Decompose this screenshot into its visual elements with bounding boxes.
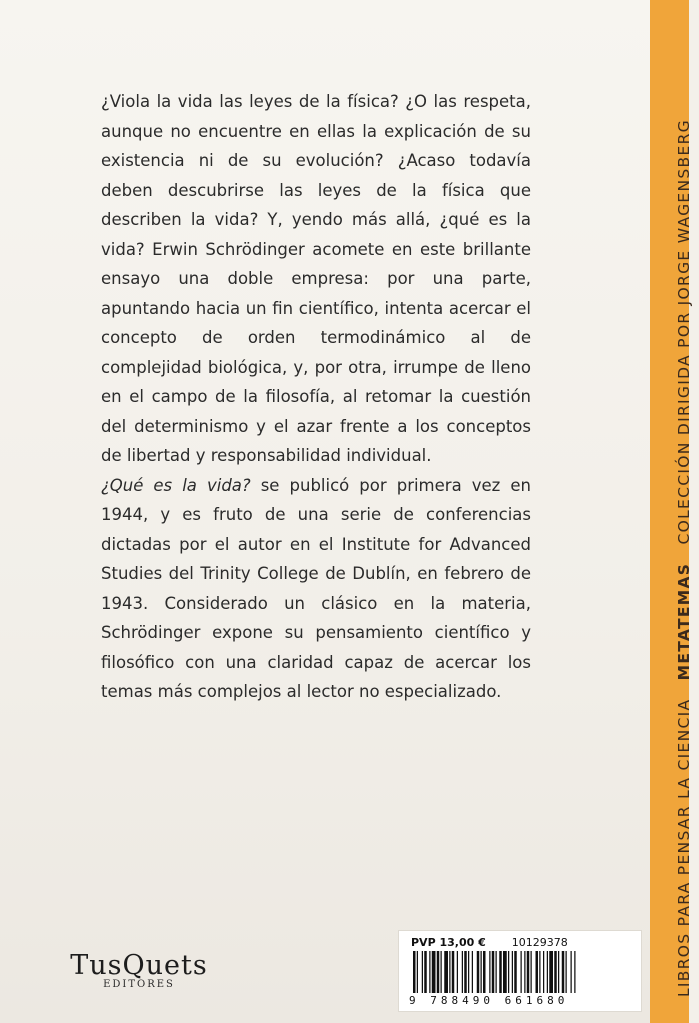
barcode-bar (512, 951, 513, 993)
barcode-bar (441, 951, 442, 993)
barcode-bar (514, 951, 517, 993)
barcode-bar (562, 951, 565, 993)
publisher-logo (64, 950, 214, 990)
barcode-bar (464, 951, 467, 993)
barcode-bar (574, 951, 575, 993)
barcode-bar (489, 951, 490, 993)
barcode-bar (422, 951, 423, 993)
barcode-bar (499, 951, 502, 993)
barcode-bar (521, 951, 522, 993)
barcode-bar (549, 951, 553, 993)
barcode-bar (483, 951, 486, 993)
blurb-paragraph-1: ¿Viola la vida las leyes de la física? ¿O las respeta, aunque no encuentre en ellas la explicación de su existencia ni de su evolución? ¿Acaso todavía deben descubrirse las leyes de la física que describen la vida? Y, yendo más allá, ¿qué es la vida? Erwin Schrödinger acomete en este brillante ensayo una doble empresa: por una parte, apuntando hacia un fin científico, intenta acercar el concepto de orden termodinámico al de complejidad biológica, y, por otra, irrumpe de lleno en el campo de la filosofía, al retomar la cuestión del determinismo y el azar frente a los conceptos de libertad y responsabilidad individual. (101, 92, 531, 465)
blurb-paragraph-2-text: se publicó por primera vez en 1944, y es fruto de una serie de conferencias dictadas por el autor en el Institute for Advanced Studies del Trinity College de Dublín, en febrero de 1943. Considerado un clásico en la materia, Schrödinger expone su pensamiento científico y filosófico con una claridad capaz de acercar los temas más complejos al lector no especializado. (101, 475, 531, 701)
barcode-bar (477, 951, 480, 993)
barcode-bar (492, 951, 495, 993)
barcode-label (398, 930, 642, 1012)
spine-editor-credit: COLECCIÓN DIRIGIDA POR JORGE WAGENSBERG (675, 119, 693, 545)
barcode-bar (468, 951, 469, 993)
book-title-italic: ¿Qué es la vida? (101, 475, 251, 495)
barcode-bar (432, 951, 436, 993)
barcode-bar (543, 951, 544, 993)
barcode-bar (429, 951, 430, 993)
barcode-bar (508, 951, 509, 993)
price: PVP 13,00 € (411, 936, 486, 949)
barcode-bar (539, 951, 540, 993)
barcode-bar (536, 951, 539, 993)
product-code: 10129378 (511, 936, 568, 949)
barcode-bar (452, 951, 455, 993)
spine-brand: METATEMAS (675, 562, 693, 681)
publisher-sub: EDITORES (103, 979, 175, 990)
barcode-bar (457, 951, 458, 993)
barcode-bar (413, 951, 416, 993)
barcode-bar (566, 951, 567, 993)
spine-text (669, 0, 699, 997)
barcode-bar (481, 951, 482, 993)
price-row (399, 931, 641, 949)
barcode-bar (527, 951, 530, 993)
barcode-bar (503, 951, 507, 993)
barcode-bar (496, 951, 497, 993)
barcode-bar (424, 951, 427, 993)
barcode-bar (472, 951, 473, 993)
spine-series-tagline: LIBROS PARA PENSAR LA CIENCIA (675, 698, 693, 997)
barcode-bar (444, 951, 448, 993)
publisher-name: TusQuets (70, 950, 208, 981)
barcode-bar (437, 951, 440, 993)
barcode-bar (554, 951, 557, 993)
isbn-digits: 9 788490 661680 (409, 994, 569, 1007)
barcode-bar (417, 951, 418, 993)
barcode-bar (531, 951, 532, 993)
barcode-bar (547, 951, 548, 993)
barcode-bars (413, 951, 633, 993)
barcode-bar (524, 951, 525, 993)
barcode-bar (571, 951, 572, 993)
blurb-text (101, 87, 531, 707)
barcode-bar (449, 951, 450, 993)
barcode-bar (462, 951, 463, 993)
blurb-paragraph-2 (101, 471, 531, 707)
barcode-bar (558, 951, 559, 993)
